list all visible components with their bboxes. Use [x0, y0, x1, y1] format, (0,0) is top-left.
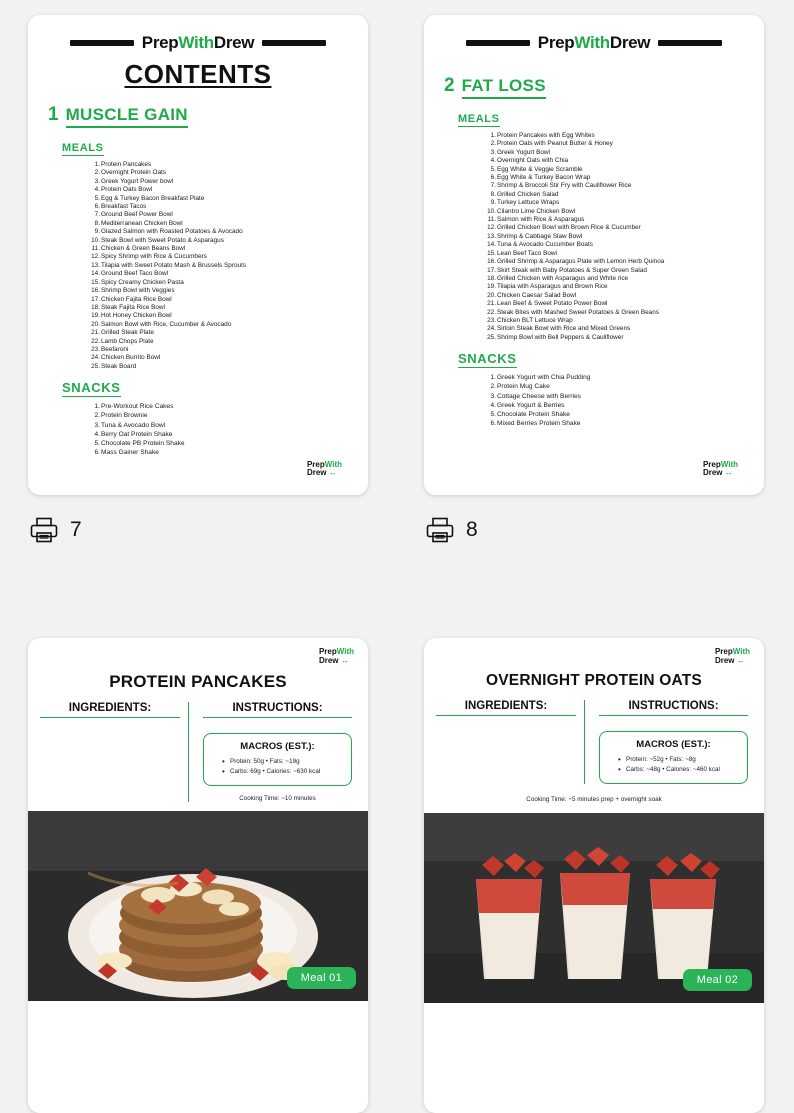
- macros-line: • Carbs: 69g • Calories: ~630 kcal: [222, 767, 341, 777]
- instructions-column: [584, 700, 748, 784]
- brand-bar-left: [70, 40, 134, 46]
- recipe-brand-logo: PrepWith Drew ↔: [714, 647, 750, 665]
- list-item: Protein Pancakes: [101, 161, 152, 168]
- brand-header: [440, 33, 748, 53]
- snacks-label: SNACKS: [458, 351, 517, 367]
- meals-list-muscle-gain: [88, 161, 352, 371]
- list-item: Chicken Fajita Rice Bowl: [101, 295, 172, 303]
- meal-badge: Meal 01: [287, 967, 356, 989]
- list-item: Mixed Berries Protein Shake: [497, 420, 581, 428]
- recipe-photo-oats: [424, 813, 764, 1003]
- meals-label: MEALS: [62, 142, 104, 154]
- meal-badge: Meal 02: [683, 969, 752, 991]
- brand-wordmark: PrepWithDrew: [141, 33, 255, 52]
- list-item: Chocolate PB Protein Shake: [101, 439, 185, 447]
- list-item: Lean Beef & Sweet Potato Power Bowl: [497, 300, 608, 308]
- meals-label: MEALS: [458, 113, 500, 125]
- brand-wordmark: PrepWithDrew: [537, 33, 651, 52]
- brand-bar-right: [658, 40, 722, 46]
- list-item: Berry Oat Protein Shake: [101, 430, 173, 438]
- section-header-fat-loss: [444, 75, 748, 99]
- list-item: Turkey Lettuce Wraps: [497, 199, 560, 207]
- recipe-card-overnight-oats[interactable]: [424, 638, 764, 1113]
- list-item: Chicken BLT Lettuce Wrap: [497, 316, 573, 324]
- macros-line: • Carbs: ~48g • Calories: ~460 kcal: [618, 765, 737, 775]
- recipe-photo-pancakes: [28, 811, 368, 1001]
- list-item: Skirt Steak with Baby Potatoes & Super Green Salad: [497, 266, 647, 274]
- printer-icon[interactable]: [30, 517, 58, 543]
- list-item: Steak Bites with Mashed Sweet Potatoes & Green Beans: [497, 308, 659, 316]
- list-item: Protein Oats Bowl: [101, 186, 153, 194]
- list-item: Hot Honey Chicken Bowl: [101, 312, 172, 320]
- recipe-title: PROTEIN PANCAKES: [109, 672, 287, 691]
- list-item: Greek Yogurt Bowl: [497, 148, 550, 156]
- list-item: Tuna & Avocado Bowl: [101, 421, 166, 429]
- snacks-label: SNACKS: [62, 380, 121, 396]
- list-item: Lamb Chops Plate: [101, 337, 154, 345]
- list-item: Pre-Workout Rice Cakes: [101, 403, 174, 411]
- list-item: Overnight Protein Oats: [101, 169, 167, 177]
- list-item: Steak Board: [101, 362, 137, 370]
- contents-card-muscle-gain[interactable]: [28, 15, 368, 495]
- list-item: Protein Mug Cake: [497, 383, 550, 391]
- list-item: Greek Yogurt with Chia Pudding: [497, 374, 591, 382]
- list-item: Cottage Cheese with Berries: [497, 392, 581, 400]
- instructions-header: INSTRUCTIONS:: [599, 700, 748, 716]
- page-number: 7: [70, 518, 82, 541]
- section-name: MUSCLE GAIN: [66, 105, 188, 128]
- macros-title: MACROS (EST.):: [636, 739, 711, 750]
- list-item: Protein Brownie: [101, 412, 148, 420]
- footer-logo: PrepWith Drew ↔: [306, 460, 342, 477]
- recipe-card-protein-pancakes[interactable]: [28, 638, 368, 1113]
- footer-logo: PrepWith Drew ↔: [702, 460, 738, 477]
- list-item: Salmon with Rice & Asparagus: [497, 216, 585, 224]
- recipe-columns: [40, 702, 356, 802]
- list-item: Cilantro Lime Chicken Bowl: [497, 207, 576, 215]
- brand-bar-right: [262, 40, 326, 46]
- list-item: Shrimp & Cabbage Slaw Bowl: [497, 232, 583, 240]
- list-item: Lean Beef Taco Bowl: [497, 249, 557, 257]
- contents-card-fat-loss[interactable]: [424, 15, 764, 495]
- list-item: Sirloin Steak Bowl with Rice and Mixed Greens: [497, 325, 631, 333]
- ingredients-column: [436, 700, 584, 784]
- page-title: CONTENTS: [124, 59, 272, 89]
- page-cell-recipe-1: [0, 543, 396, 1113]
- recipe-columns: [436, 700, 752, 784]
- macros-box: [203, 733, 352, 786]
- cook-time: Cooking Time: ~5 minutes prep + overnight soak: [526, 796, 662, 803]
- list-item: Protein Pancakes with Egg Whites: [497, 132, 595, 139]
- snacks-list-fat-loss: [484, 373, 748, 428]
- macros-line: • Protein: ~52g • Fats: ~8g: [618, 755, 737, 765]
- macros-box: [599, 731, 748, 784]
- list-item: Chicken & Green Beans Bowl: [101, 245, 186, 253]
- list-item: Tilapia with Sweet Potato Mash & Brussels Sprouts: [101, 261, 247, 269]
- print-row-8[interactable]: [426, 517, 794, 543]
- cook-time: Cooking Time: ~10 minutes: [239, 795, 316, 802]
- list-item: Glazed Salmon with Roasted Potatoes & Avocado: [101, 228, 243, 236]
- page-grid: [0, 10, 794, 1113]
- macros-line: • Protein: 50g • Fats: ~19g: [222, 757, 341, 767]
- list-item: Egg White & Veggie Scramble: [497, 165, 583, 173]
- printer-icon[interactable]: [426, 517, 454, 543]
- list-item: Grilled Steak Plate: [101, 329, 154, 337]
- list-item: Egg & Turkey Bacon Breakfast Plate: [101, 194, 205, 202]
- print-row-7[interactable]: [30, 517, 396, 543]
- page-cell-recipe-2: [396, 543, 794, 1113]
- list-item: Egg White & Turkey Bacon Wrap: [497, 174, 591, 182]
- list-item: Protein Oats with Peanut Butter & Honey: [497, 140, 613, 148]
- list-item: Ground Beef Taco Bowl: [101, 270, 169, 278]
- ingredients-header: INGREDIENTS:: [40, 702, 180, 718]
- recipe-brand-logo: PrepWith Drew ↔: [318, 647, 354, 665]
- list-item: Chicken Burrito Bowl: [101, 354, 161, 362]
- list-item: Shrimp & Broccoli Stir Fry with Cauliflower Rice: [497, 182, 632, 190]
- list-item: Grilled Chicken with Asparagus and White rice: [497, 274, 629, 282]
- list-item: Steak Fajita Rice Bowl: [101, 303, 165, 311]
- brand-header: [44, 33, 352, 53]
- meals-list-fat-loss: [484, 132, 748, 342]
- list-item: Grilled Chicken Salad: [497, 190, 559, 198]
- instructions-column: [188, 702, 352, 802]
- page-cell-7: [0, 10, 396, 543]
- list-item: Chicken Caesar Salad Bowl: [497, 291, 577, 299]
- list-item: Steak Bowl with Sweet Potato & Asparagus: [101, 236, 224, 244]
- instructions-header: INSTRUCTIONS:: [203, 702, 352, 718]
- list-item: Spicy Creamy Chicken Pasta: [101, 278, 184, 286]
- snacks-list-muscle-gain: [88, 402, 352, 457]
- list-item: Overnight Oats with Chia: [497, 157, 569, 165]
- list-item: Grilled Chicken Bowl with Brown Rice & Cucumber: [497, 224, 641, 232]
- ingredients-column: [40, 702, 188, 802]
- list-item: Mediterranean Chicken Bowl: [101, 219, 183, 227]
- section-number: 2: [444, 75, 455, 96]
- list-item: Greek Yogurt Power bowl: [101, 177, 174, 185]
- list-item: Beefaroni: [101, 345, 129, 353]
- list-item: Spicy Shrimp with Rice & Cucumbers: [101, 253, 207, 261]
- macros-title: MACROS (EST.):: [240, 741, 315, 752]
- list-item: Greek Yogurt & Berries: [497, 401, 565, 409]
- list-item: Tilapia with Asparagus and Brown Rice: [497, 283, 608, 291]
- brand-bar-left: [466, 40, 530, 46]
- ingredients-header: INGREDIENTS:: [436, 700, 576, 716]
- list-item: Grilled Shrimp & Asparagus Plate with Lemon Herb Quinoa: [497, 258, 665, 266]
- list-item: Salmon Bowl with Rice, Cucumber & Avocado: [101, 320, 232, 328]
- list-item: Chocolate Protein Shake: [497, 410, 570, 418]
- section-number: 1: [48, 104, 59, 125]
- list-item: Mass Gainer Shake: [101, 449, 159, 457]
- section-name: FAT LOSS: [462, 76, 546, 99]
- list-item: Shrimp Bowl with Veggies: [101, 287, 175, 295]
- list-item: Shrimp Bowl with Bell Peppers & Cauliflower: [497, 333, 624, 341]
- list-item: Breakfast Tacos: [101, 203, 147, 211]
- list-item: Tuna & Avocado Cucumber Boats: [497, 241, 593, 249]
- recipe-title: OVERNIGHT PROTEIN OATS: [486, 672, 702, 689]
- list-item: Ground Beef Power Bowl: [101, 211, 173, 219]
- page-number: 8: [466, 518, 478, 541]
- section-header-muscle-gain: [48, 104, 352, 128]
- page-cell-8: [396, 10, 794, 543]
